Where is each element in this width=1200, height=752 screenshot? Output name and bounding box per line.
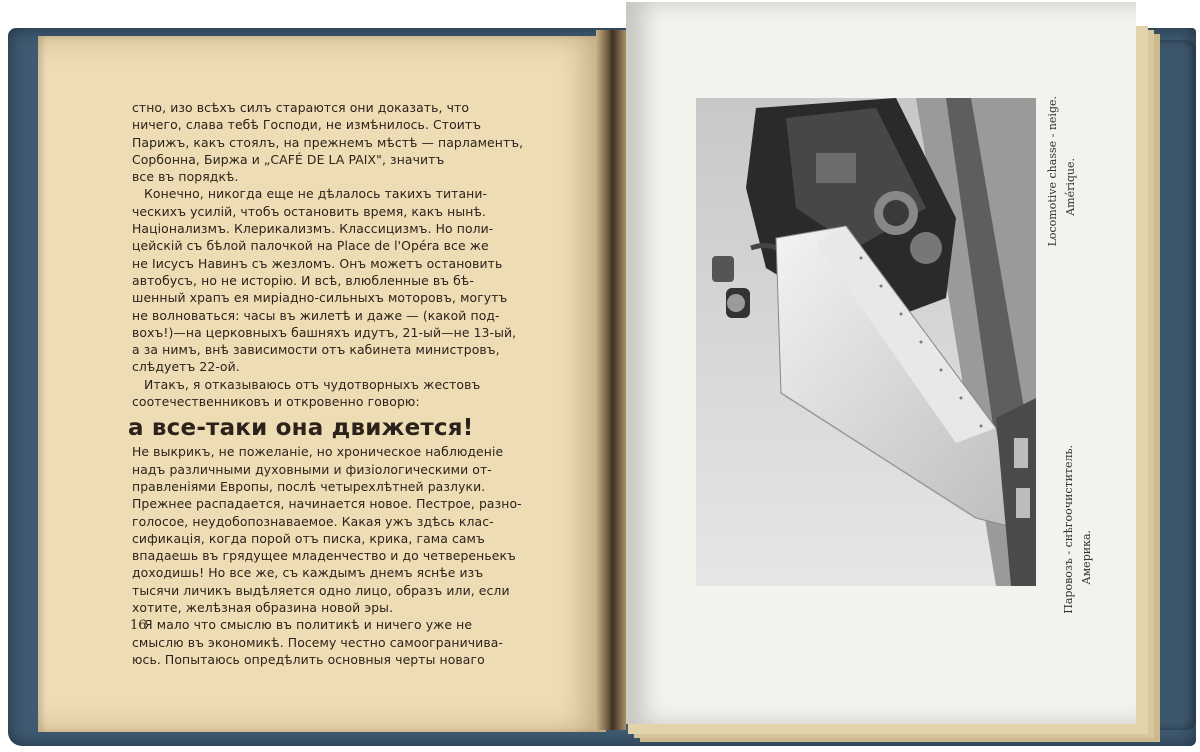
page-number: 16	[130, 618, 147, 633]
text-line: автобусъ, но не исторію. И всѣ, влюбленные въ бѣ-	[132, 272, 474, 288]
text-line: Сорбонна, Биржа и „CAFÉ DE LA PAIX", значитъ	[132, 151, 445, 167]
text-line: голосое, неудобопознаваемое. Какая ужъ здѣсь клас-	[132, 513, 494, 529]
text-line: доходишь! Но все же, съ каждымъ днемъ яснѣе изъ	[132, 565, 484, 581]
text-line: слѣдуетъ 22-ой.	[132, 359, 240, 375]
caption-french-country: Amérique.	[1064, 158, 1077, 216]
text-line: Я мало что смыслю въ политикѣ и ничего уже не	[144, 617, 473, 633]
text-line: вохъ!)—на церковныхъ башняхъ идутъ, 21-ый—не 13-ый,	[132, 324, 517, 340]
text-line: шенный храпъ ея миріадно-сильныхъ моторовъ, могутъ	[132, 290, 508, 306]
caption-russian-country: Америка.	[1080, 530, 1093, 585]
text-line: Не выкрикъ, не пожеланіе, но хроническое наблюденіе	[132, 444, 504, 460]
text-line: цейскій съ бѣлой палочкой на Place de l'Opéra все же	[132, 238, 489, 254]
text-line: не волноваться: часы въ жилетѣ и даже — (какой под-	[132, 307, 500, 323]
text-line: ческихъ усилій, чтобъ остановить время, какъ нынѣ.	[132, 203, 486, 219]
text-line: Націонализмъ. Клерикализмъ. Классицизмъ. Но поли-	[132, 221, 494, 237]
text-line: Конечно, никогда еще не дѣлалось такихъ титани-	[144, 186, 488, 202]
text-line: соотечественниковъ и откровенно говорю:	[132, 394, 420, 410]
text-line: Итакъ, я отказываюсь отъ чудотворныхъ жестовъ	[144, 376, 481, 392]
caption-russian-title: Паровозъ - снѣгоочиститель.	[1062, 445, 1075, 614]
text-line: хотите, желѣзная образина новой эры.	[132, 600, 394, 616]
motto-heading: а все-таки она движется!	[128, 415, 474, 442]
text-line: не Іисусъ Навинъ съ жезломъ. Онъ можетъ остановить	[132, 255, 503, 271]
text-line: Парижъ, какъ стоялъ, на прежнемъ мѣстѣ — парламентъ,	[132, 134, 524, 150]
book-gutter	[596, 30, 626, 730]
text-line: а за нимъ, внѣ зависимости отъ кабинета министровъ,	[132, 342, 500, 358]
text-line: надъ различными духовными и физіологическими от-	[132, 461, 492, 477]
left-page-text	[128, 99, 532, 668]
text-line: все въ порядкѣ.	[132, 169, 239, 185]
text-line: ничего, слава тебѣ Господи, не измѣнилось. Стоитъ	[132, 117, 482, 133]
text-line: стно, изо всѣхъ силъ стараются они доказать, что	[132, 100, 470, 115]
locomotive-photo	[696, 98, 1036, 586]
text-line: сификація, когда порой отъ писка, крика, гама самъ	[132, 530, 485, 546]
text-line: тысячи личикъ выдѣляется одно лицо, образъ или, если	[132, 582, 510, 598]
text-line: правленіями Европы, послѣ четырехлѣтней разлуки.	[132, 478, 486, 494]
text-line: смыслю въ экономикѣ. Посему честно самоограничива-	[132, 634, 503, 650]
text-line: Прежнее распадается, начинается новое. Пестрое, разно-	[132, 496, 522, 512]
text-line: впадаешь въ грядущее младенчество и до четвереньекъ	[132, 548, 516, 564]
caption-french-title: Locomotive chasse - neige.	[1046, 96, 1059, 247]
locomotive-illustration	[696, 98, 1036, 586]
text-line: юсь. Попытаюсь опредѣлить основныя черты новаго	[132, 651, 485, 667]
